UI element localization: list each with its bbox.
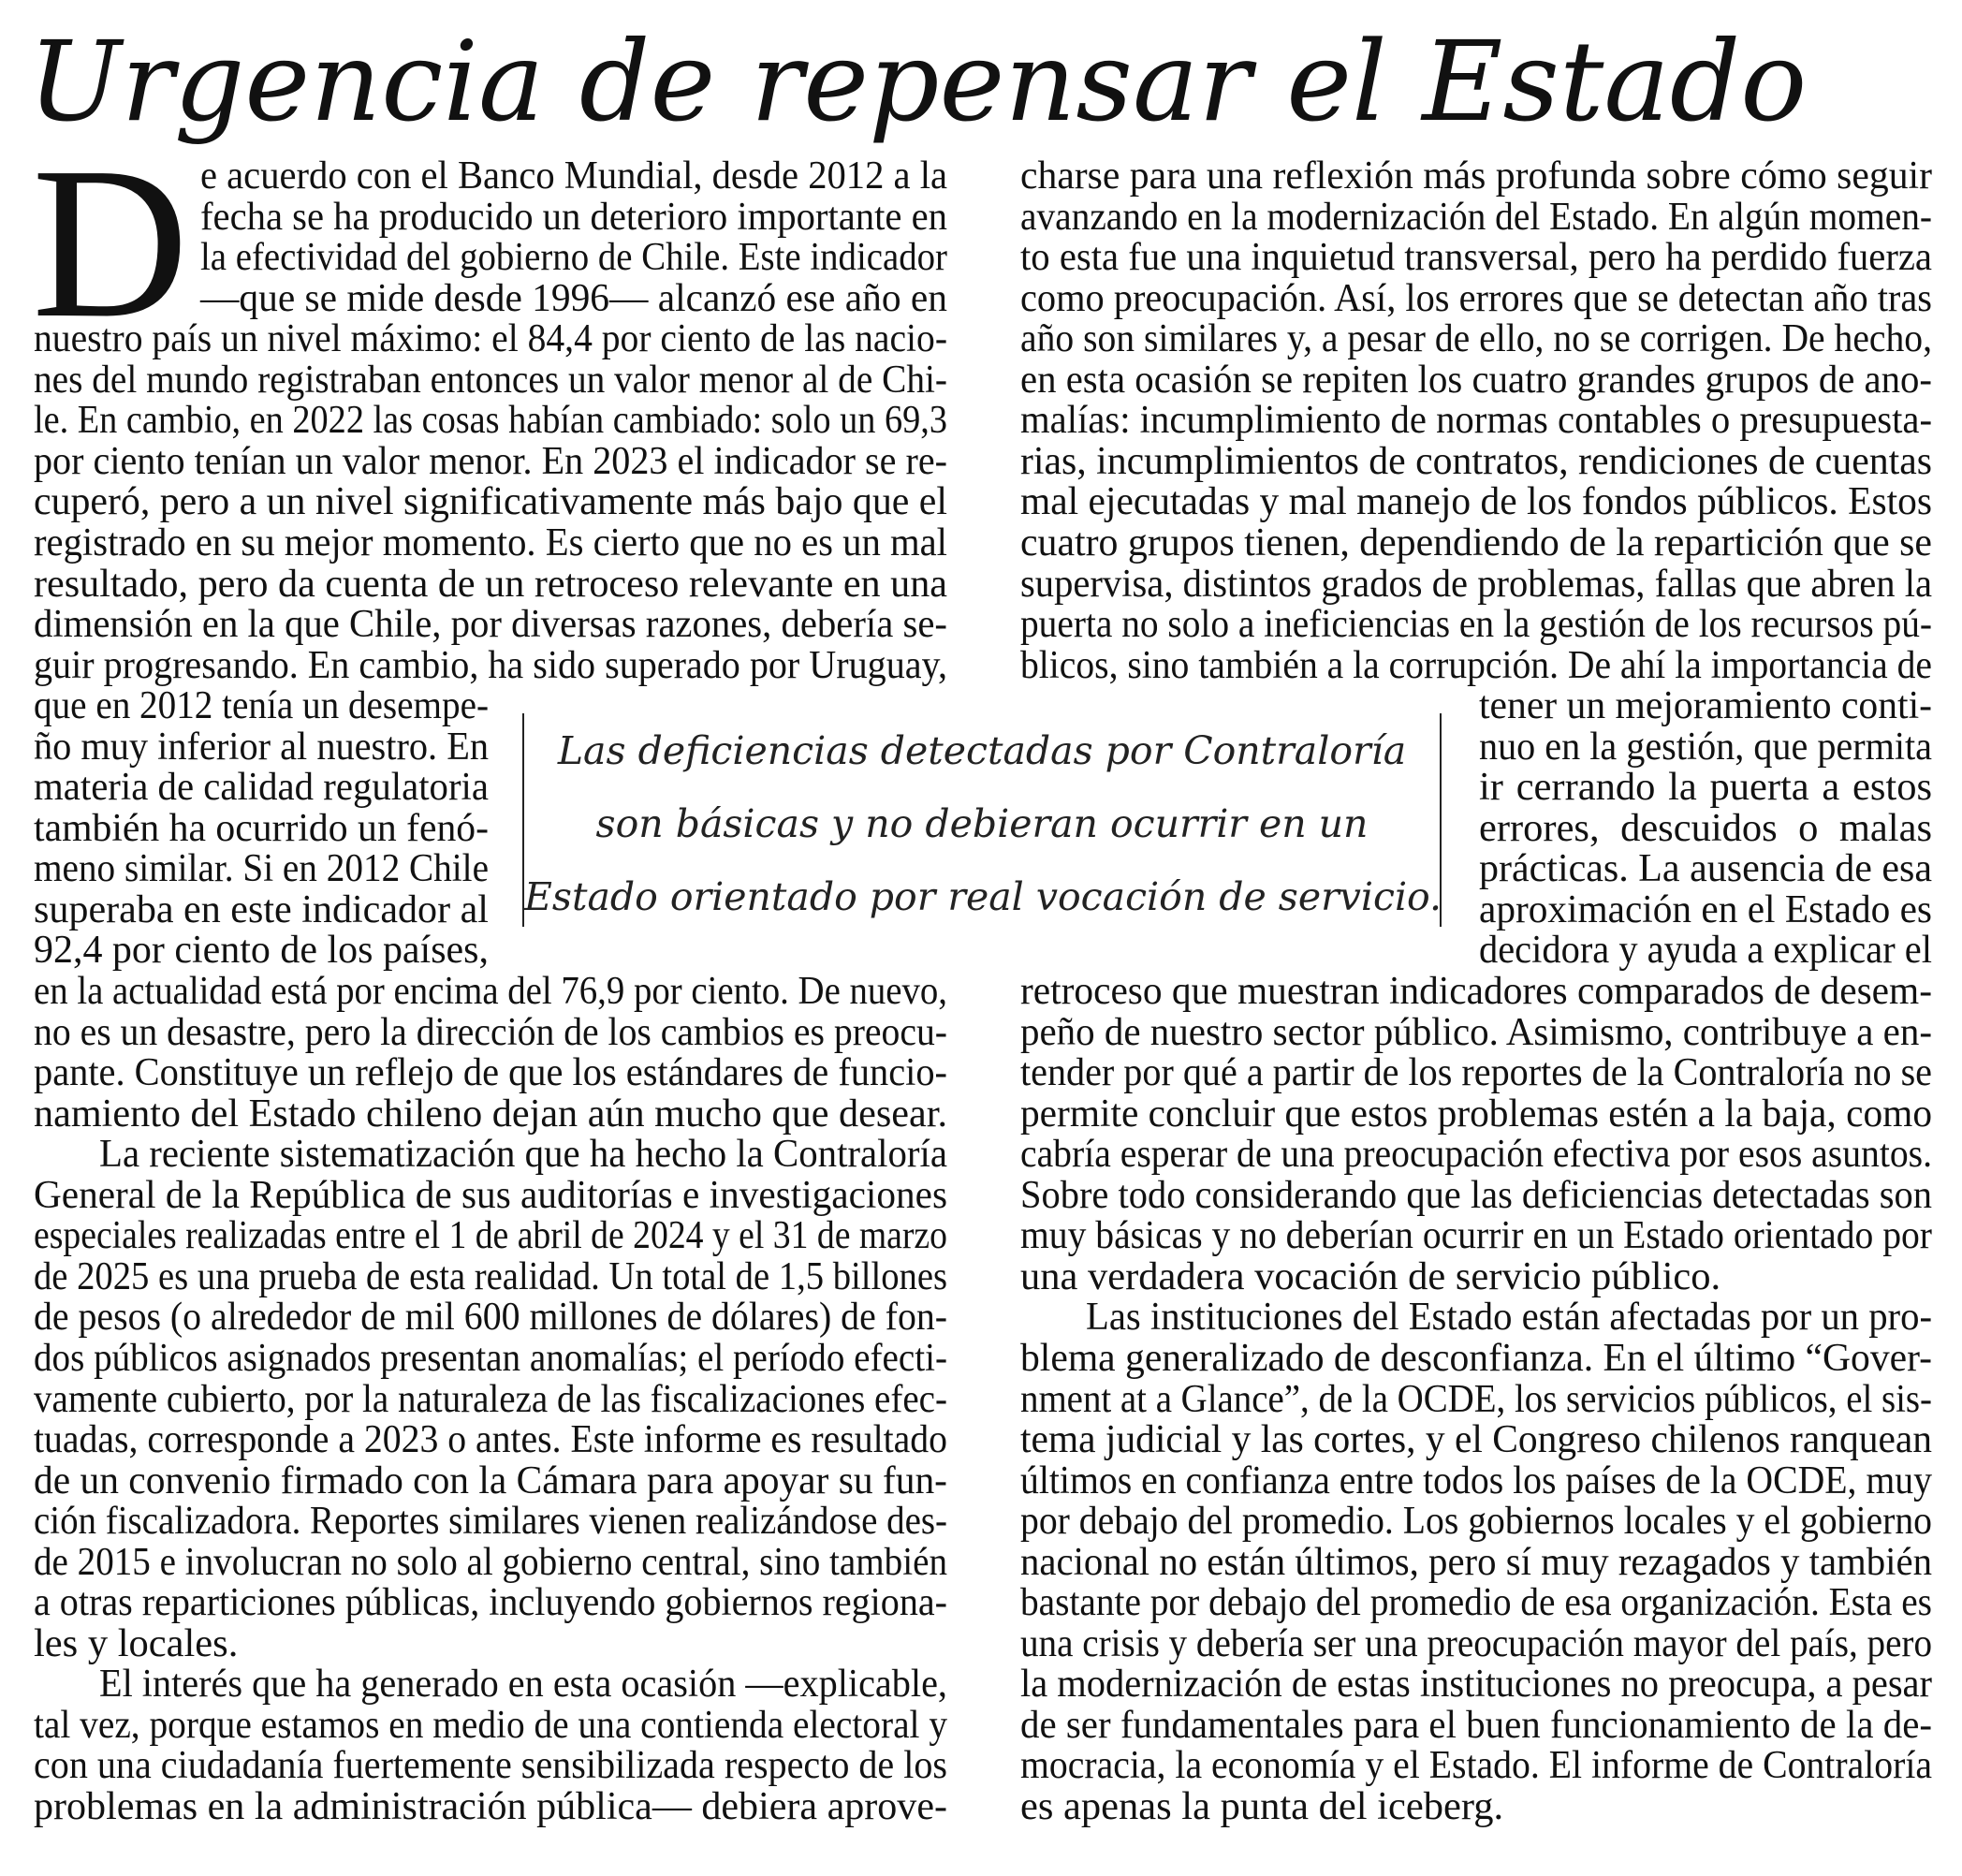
text-line: retroceso que muestran indicadores comparados de desem-	[1020, 969, 1932, 1013]
pull-quote	[522, 713, 1442, 927]
text-line: resultado, pero da cuenta de un retroceso relevante en una	[34, 562, 947, 606]
text-line: tender por qué a partir de los reportes de la Contraloría no se	[1020, 1050, 1932, 1094]
text-line: de 2015 e involucran no solo al gobierno central, sino también	[34, 1540, 947, 1584]
text-line: blicos, sino también a la corrupción. De ahí la importancia de	[1020, 643, 1932, 687]
text-line: bastante por debajo del promedio de esa organización. Esta es	[1020, 1580, 1932, 1624]
pull-quote-line: son básicas y no debieran ocurrir en un	[595, 801, 1369, 846]
text-line: ño muy inferior al nuestro. En	[34, 725, 489, 769]
text-line: Las instituciones del Estado están afectadas por un pro-	[1086, 1295, 1932, 1339]
text-line: nment at a Glance”, de la OCDE, los servicios públicos, el sis-	[1020, 1377, 1932, 1421]
text-line: la efectividad del gobierno de Chile. Este indicador	[200, 235, 947, 279]
text-line: la modernización de estas instituciones no preocupa, a pesar	[1020, 1662, 1932, 1706]
text-line: peño de nuestro sector público. Asimismo, contribuye a en-	[1020, 1010, 1932, 1054]
text-line: por debajo del promedio. Los gobiernos locales y el gobierno	[1020, 1499, 1932, 1543]
text-line: e acuerdo con el Banco Mundial, desde 2012 a la	[200, 154, 947, 198]
text-line: especiales realizadas entre el 1 de abril de 2024 y el 31 de marzo	[34, 1213, 947, 1257]
text-line: tener un mejoramiento conti-	[1479, 683, 1932, 727]
text-line: ir cerrando la puerta a estos	[1479, 765, 1932, 809]
text-line: no es un desastre, pero la dirección de los cambios es preocu-	[34, 1010, 947, 1054]
text-line: que en 2012 tenía un desempe-	[34, 683, 489, 727]
text-line: les y locales.	[34, 1621, 239, 1665]
text-line: también ha ocurrido un fenó-	[34, 806, 489, 850]
text-line: vamente cubierto, por la naturaleza de las fiscalizaciones efec-	[34, 1377, 947, 1421]
text-line: de 2025 es una prueba de esta realidad. Un total de 1,5 billones	[34, 1254, 947, 1298]
pull-quote-line: Estado orientado por real vocación de servicio.	[524, 874, 1442, 919]
text-line: tuadas, corresponde a 2023 o antes. Este informe es resultado	[34, 1417, 947, 1461]
text-line: registrado en su mejor momento. Es cierto que no es un mal	[34, 520, 947, 564]
text-line: Sobre todo considerando que las deficiencias detectadas son	[1020, 1173, 1932, 1217]
text-line: guir progresando. En cambio, ha sido superado por Uruguay,	[34, 643, 947, 687]
text-line: fecha se ha producido un deterioro importante en	[200, 195, 947, 239]
text-line: una crisis y debería ser una preocupación mayor del país, pero	[1020, 1621, 1932, 1665]
text-line: ción fiscalizadora. Reportes similares vienen realizándose des-	[34, 1499, 947, 1543]
text-line: meno similar. Si en 2012 Chile	[34, 846, 489, 890]
text-line: mocracia, la economía y el Estado. El informe de Contraloría	[1020, 1743, 1932, 1787]
text-line: año son similares y, a pesar de ello, no se corrigen. De hecho,	[1020, 316, 1932, 360]
text-line: cabría esperar de una preocupación efectiva por esos asuntos.	[1020, 1132, 1932, 1176]
text-line: La reciente sistematización que ha hecho la Contraloría	[99, 1132, 947, 1176]
text-line: de ser fundamentales para el buen funcionamiento de la de-	[1020, 1703, 1932, 1747]
text-line: en esta ocasión se repiten los cuatro grandes grupos de ano-	[1020, 358, 1932, 402]
text-line: General de la República de sus auditorías e investigaciones	[34, 1173, 947, 1217]
text-line: por ciento tenían un valor menor. En 2023 el indicador se re-	[34, 439, 947, 483]
text-line: avanzando en la modernización del Estado. En algún momen-	[1020, 195, 1932, 239]
text-line: errores, descuidos o malas	[1479, 806, 1932, 850]
text-line: prácticas. La ausencia de esa	[1479, 846, 1932, 890]
text-line: de un convenio firmado con la Cámara para apoyar su fun-	[34, 1458, 947, 1502]
text-line: charse para una reflexión más profunda sobre cómo seguir	[1020, 154, 1932, 198]
text-line: 92,4 por ciento de los países,	[34, 928, 489, 972]
text-line: a otras reparticiones públicas, incluyendo gobiernos regiona-	[34, 1580, 947, 1624]
text-line: —que se mide desde 1996— alcanzó ese año en	[200, 276, 947, 320]
text-line: superaba en este indicador al	[34, 887, 489, 931]
text-line: tema judicial y las cortes, y el Congreso chilenos ranquean	[1020, 1417, 1932, 1461]
pull-quote-line: Las deficiencias detectadas por Contraloría	[557, 728, 1407, 773]
text-line: rias, incumplimientos de contratos, rendiciones de cuentas	[1020, 439, 1932, 483]
text-line: dos públicos asignados presentan anomalías; el período efecti-	[34, 1336, 947, 1380]
drop-cap: D	[32, 123, 189, 363]
text-line: nacional no están últimos, pero sí muy rezagados y también	[1020, 1540, 1932, 1584]
text-line: malías: incumplimiento de normas contables o presupuesta-	[1020, 398, 1932, 442]
article-title: Urgencia de repensar el Estado	[28, 17, 1808, 146]
text-line: decidora y ayuda a explicar el	[1479, 928, 1932, 972]
text-line: blema generalizado de desconfianza. En el último “Gover-	[1020, 1336, 1932, 1380]
text-line: con una ciudadanía fuertemente sensibilizada respecto de los	[34, 1743, 947, 1787]
text-line: en la actualidad está por encima del 76,9 por ciento. De nuevo,	[34, 969, 947, 1013]
text-line: to esta fue una inquietud transversal, pero ha perdido fuerza	[1020, 235, 1932, 279]
text-line: namiento del Estado chileno dejan aún mucho que desear.	[34, 1092, 947, 1136]
text-line: permite concluir que estos problemas estén a la baja, como	[1020, 1092, 1932, 1136]
text-line: problemas en la administración pública— debiera aprove-	[34, 1784, 947, 1828]
text-line: puerta no solo a ineficiencias en la gestión de los recursos pú-	[1020, 602, 1932, 646]
text-line: mal ejecutadas y mal manejo de los fondos públicos. Estos	[1020, 479, 1932, 523]
text-line: pante. Constituye un reflejo de que los estándares de funcio-	[34, 1050, 947, 1094]
text-line: últimos en confianza entre todos los países de la OCDE, muy	[1020, 1458, 1932, 1502]
text-line: nes del mundo registraban entonces un valor menor al de Chi-	[34, 358, 947, 402]
text-line: nuestro país un nivel máximo: el 84,4 por ciento de las nacio-	[34, 316, 947, 360]
text-line: una verdadera vocación de servicio público.	[1020, 1254, 1721, 1298]
text-line: como preocupación. Así, los errores que se detectan año tras	[1020, 276, 1932, 320]
text-line: es apenas la punta del iceberg.	[1020, 1784, 1504, 1828]
text-line: muy básicas y no deberían ocurrir en un Estado orientado por	[1020, 1213, 1932, 1257]
text-line: dimensión en la que Chile, por diversas razones, debería se-	[34, 602, 947, 646]
text-line: tal vez, porque estamos en medio de una contienda electoral y	[34, 1703, 947, 1747]
text-line: aproximación en el Estado es	[1479, 887, 1932, 931]
text-line: cuperó, pero a un nivel significativamente más bajo que el	[34, 479, 947, 523]
text-line: nuo en la gestión, que permita	[1479, 725, 1932, 769]
text-line: cuatro grupos tienen, dependiendo de la repartición que se	[1020, 520, 1932, 564]
text-line: de pesos (o alrededor de mil 600 millones de dólares) de fon-	[34, 1295, 947, 1339]
text-line: El interés que ha generado en esta ocasión —explicable,	[99, 1662, 947, 1706]
text-line: materia de calidad regulatoria	[34, 765, 489, 809]
text-line: supervisa, distintos grados de problemas, fallas que abren la	[1020, 562, 1932, 606]
text-line: le. En cambio, en 2022 las cosas habían cambiado: solo un 69,3	[34, 398, 947, 442]
